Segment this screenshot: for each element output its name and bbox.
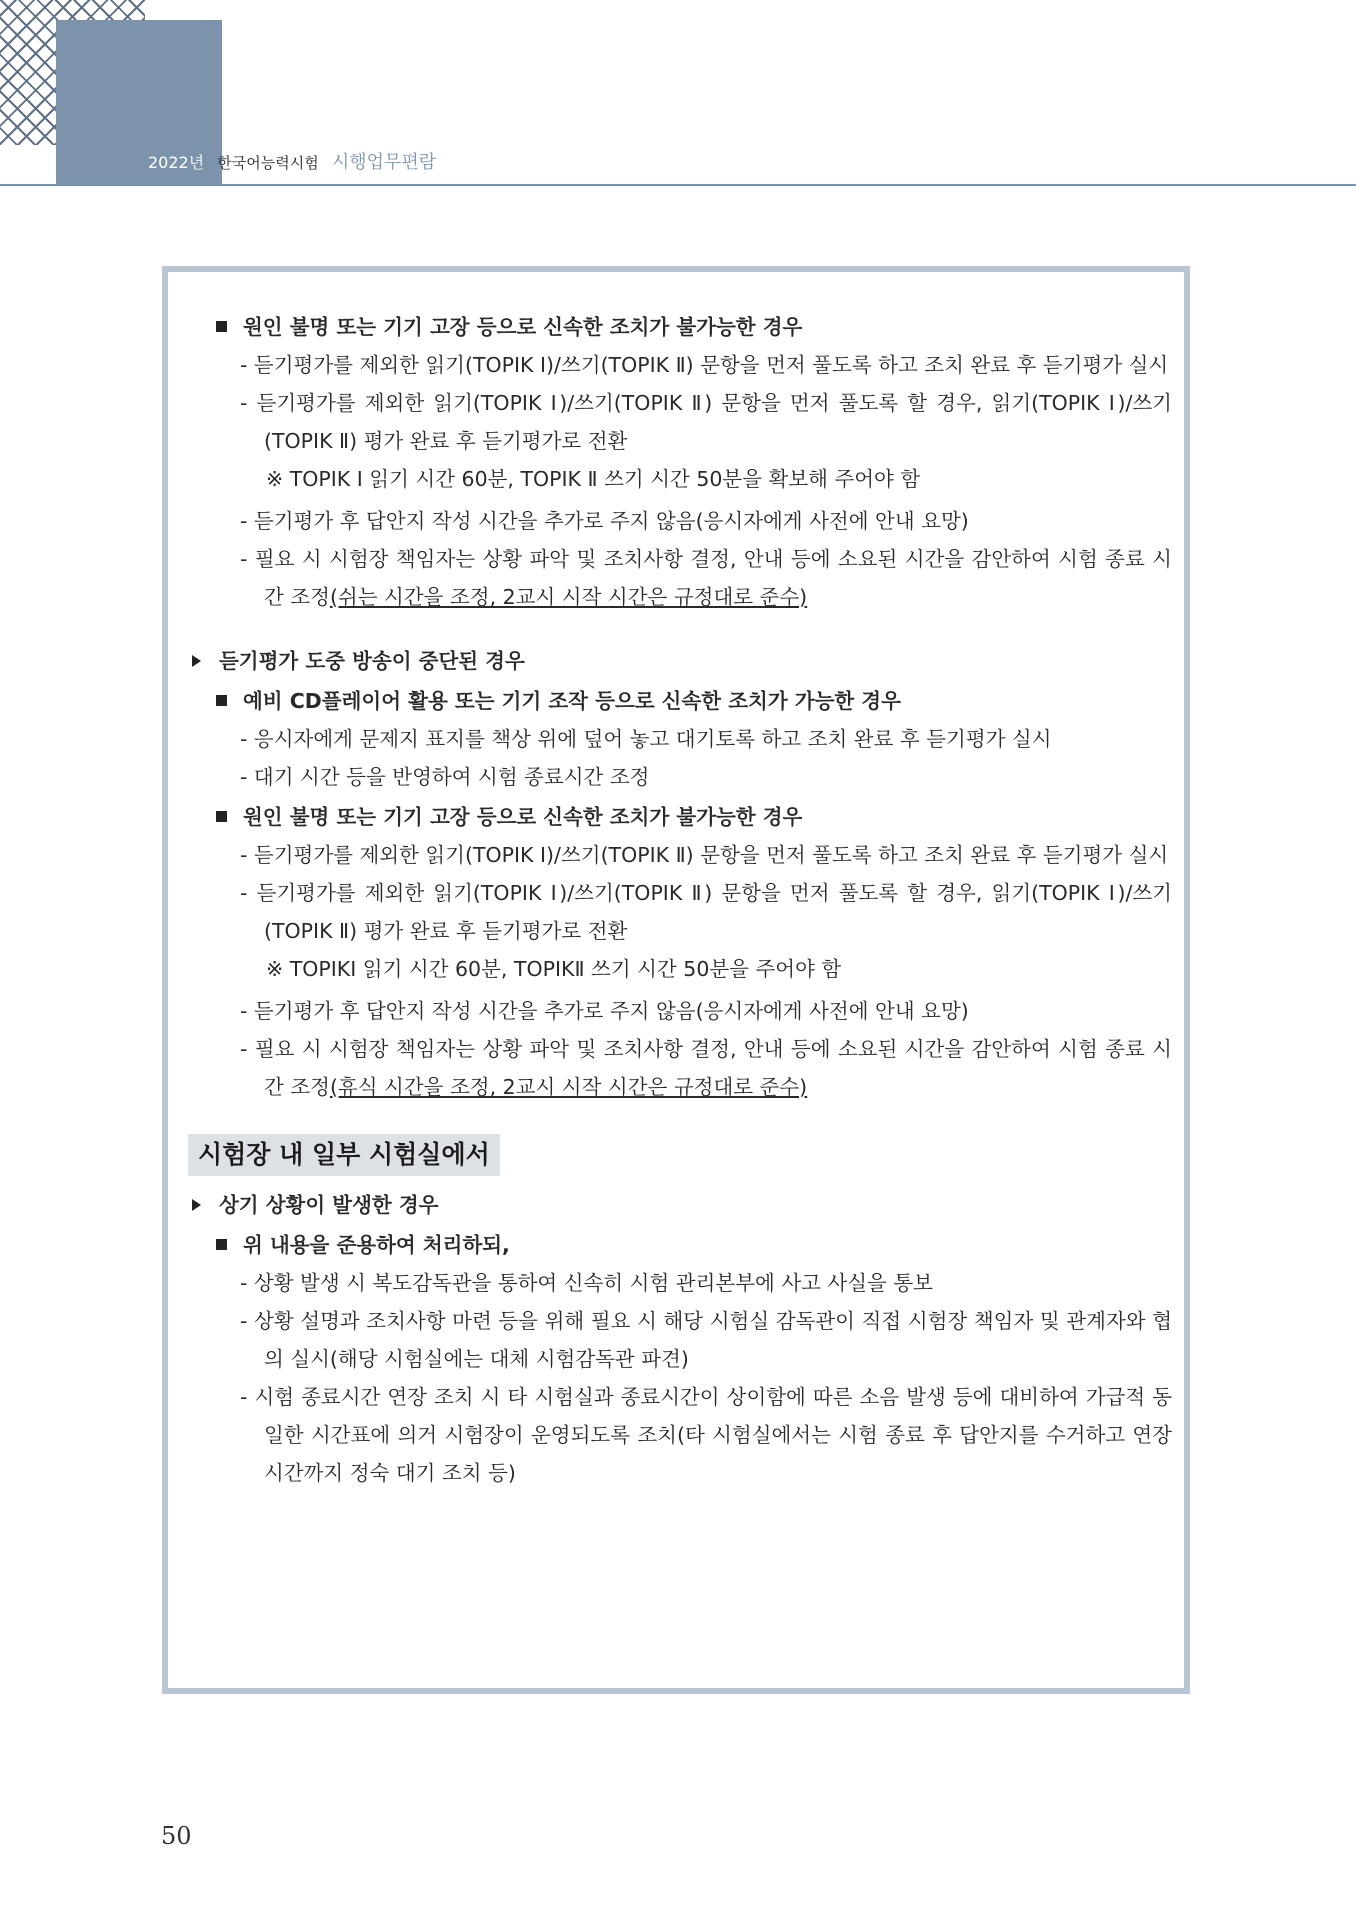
dash-item: - 대기 시간 등을 반영하여 시험 종료시간 조정 bbox=[240, 765, 650, 789]
dash-item: - 듣기평가를 제외한 읽기(TOPIK Ⅰ)/쓰기(TOPIK Ⅱ) 문항을 먼저 풀도록 하고 조치 완료 후 듣기평가 실시 bbox=[240, 353, 1169, 377]
square-bullet-icon bbox=[216, 1239, 227, 1250]
square-bullet-icon bbox=[216, 811, 227, 822]
dash-item: - 시험 종료시간 연장 조치 시 타 시험실과 종료시간이 상이함에 따른 소음 발생 등에 대비하여 가급적 동일한 시간표에 의거 시험장이 운영되도록 조치(타 시험실에서는 시험 종료 후 답안지를 수거하고 연장 시간까지 정숙 대기 조치 등) bbox=[240, 1385, 1173, 1485]
running-header bbox=[148, 148, 436, 174]
square-bullet-icon bbox=[216, 695, 227, 706]
header-year: 2022년 bbox=[148, 153, 205, 172]
dash-item: - 필요 시 시험장 책임자는 상황 파악 및 조치사항 결정, 안내 등에 소요된 시간을 감안하여 시험 종료 시간 조정(쉬는 시간을 조정, 2교시 시작 시간은 규정대로 준수) bbox=[240, 547, 1172, 609]
note-text: ※ TOPIK Ⅰ 읽기 시간 60분, TOPIK Ⅱ 쓰기 시간 50분을 확보해 주어야 함 bbox=[266, 467, 921, 491]
dash-item: - 듣기평가를 제외한 읽기(TOPIK Ⅰ)/쓰기(TOPIK Ⅱ) 문항을 먼저 풀도록 할 경우, 읽기(TOPIK Ⅰ)/쓰기(TOPIK Ⅱ) 평가 완료 후 듣기평가로 전환 bbox=[240, 391, 1172, 453]
square-bullet-heading: 원인 불명 또는 기기 고장 등으로 신속한 조치가 불가능한 경우 bbox=[216, 308, 1172, 346]
dash-item: - 상황 설명과 조치사항 마련 등을 위해 필요 시 해당 시험실 감독관이 직접 시험장 책임자 및 관계자와 협의 실시(해당 시험실에는 대체 시험감독관 파견) bbox=[240, 1309, 1172, 1371]
square-bullet-heading: 위 내용을 준용하여 처리하되, bbox=[216, 1226, 1172, 1264]
page-number: 50 bbox=[161, 1822, 192, 1850]
triangle-bullet-heading: 듣기평가 도중 방송이 중단된 경우 bbox=[192, 642, 1172, 680]
content-frame bbox=[162, 266, 1190, 1694]
header-doc-sub: 시행업무편람 bbox=[331, 152, 437, 173]
triangle-bullet-icon bbox=[192, 1199, 201, 1211]
triangle-bullet-icon bbox=[192, 655, 201, 667]
note-text: ※ TOPIKⅠ 읽기 시간 60분, TOPIKⅡ 쓰기 시간 50분을 주어야 함 bbox=[266, 957, 842, 981]
dash-item: - 상황 발생 시 복도감독관을 통하여 신속히 시험 관리본부에 사고 사실을 통보 bbox=[240, 1271, 933, 1295]
underlined-remark: (휴식 시간을 조정, 2교시 시작 시간은 규정대로 준수) bbox=[329, 1075, 808, 1099]
dash-item: - 듣기평가 후 답안지 작성 시간을 추가로 주지 않음(응시자에게 사전에 안내 요망) bbox=[240, 509, 969, 533]
dash-item: - 응시자에게 문제지 표지를 책상 위에 덮어 놓고 대기토록 하고 조치 완료 후 듣기평가 실시 bbox=[240, 727, 1052, 751]
triangle-bullet-heading: 상기 상황이 발생한 경우 bbox=[192, 1186, 1172, 1224]
square-bullet-heading: 원인 불명 또는 기기 고장 등으로 신속한 조치가 불가능한 경우 bbox=[216, 798, 1172, 836]
content-body bbox=[180, 306, 1172, 1492]
square-bullet-icon bbox=[216, 321, 227, 332]
dash-item: - 필요 시 시험장 책임자는 상황 파악 및 조치사항 결정, 안내 등에 소요된 시간을 감안하여 시험 종료 시간 조정(휴식 시간을 조정, 2교시 시작 시간은 규정대로 준수) bbox=[240, 1037, 1172, 1099]
header-rule bbox=[0, 184, 1356, 186]
section-title: 시험장 내 일부 시험실에서 bbox=[188, 1134, 500, 1176]
square-bullet-heading: 예비 CD플레이어 활용 또는 기기 조작 등으로 신속한 조치가 가능한 경우 bbox=[216, 682, 1172, 720]
dash-item: - 듣기평가를 제외한 읽기(TOPIK Ⅰ)/쓰기(TOPIK Ⅱ) 문항을 먼저 풀도록 할 경우, 읽기(TOPIK Ⅰ)/쓰기(TOPIK Ⅱ) 평가 완료 후 듣기평가로 전환 bbox=[240, 881, 1172, 943]
underlined-remark: (쉬는 시간을 조정, 2교시 시작 시간은 규정대로 준수) bbox=[329, 585, 808, 609]
dash-item: - 듣기평가를 제외한 읽기(TOPIK Ⅰ)/쓰기(TOPIK Ⅱ) 문항을 먼저 풀도록 하고 조치 완료 후 듣기평가 실시 bbox=[240, 843, 1169, 867]
dash-item: - 듣기평가 후 답안지 작성 시간을 추가로 주지 않음(응시자에게 사전에 안내 요망) bbox=[240, 999, 969, 1023]
header-doc-name: 한국어능력시험 bbox=[217, 154, 319, 172]
